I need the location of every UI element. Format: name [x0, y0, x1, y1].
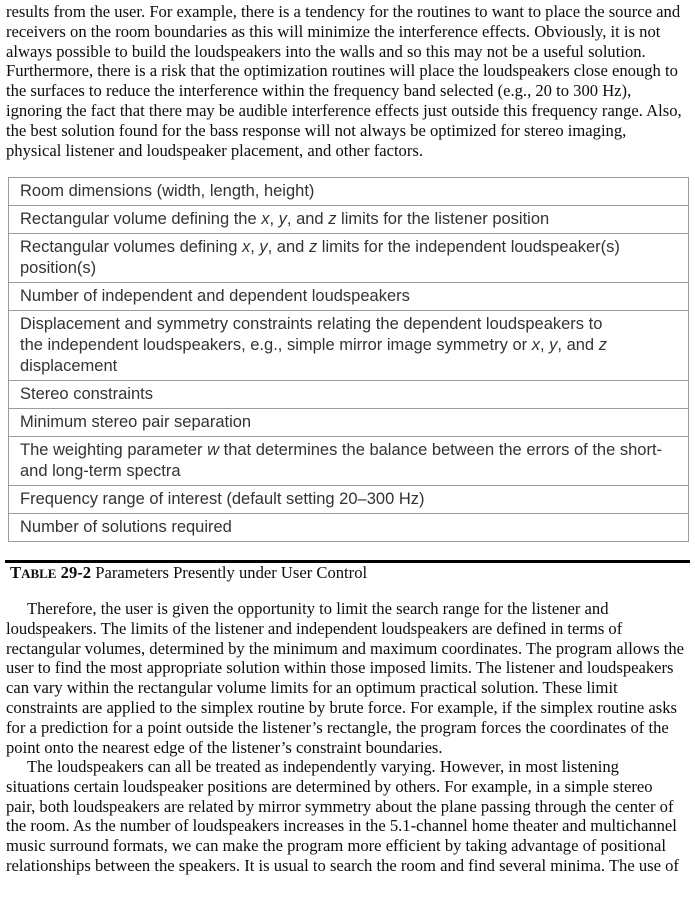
cell-line [20, 461, 680, 482]
cell-text: position(s) [20, 259, 97, 277]
body-paragraph [6, 599, 692, 757]
table-title: Parameters Presently under User Control [95, 563, 368, 582]
cell-text: The weighting parameter [20, 441, 208, 459]
text-line: Furthermore, there is a risk that the optimization routines will place the loudspeakers close enough to [6, 61, 678, 81]
variable-x: x [241, 238, 251, 256]
cell-line [20, 489, 680, 510]
variable-y: y [549, 336, 558, 354]
cell-line [20, 181, 680, 202]
cell-text: , [539, 336, 550, 354]
cell-text: , [269, 210, 279, 228]
body-paragraph [6, 2, 692, 160]
variable-y: y [278, 210, 287, 228]
cell-line [20, 384, 680, 405]
cell-text: that determines the balance between the errors of the short- [219, 441, 663, 459]
text-line: physical listener and loudspeaker placement, and other factors. [6, 140, 423, 160]
cell-text: Rectangular volumes defining [20, 238, 242, 256]
table-row [9, 514, 688, 542]
text-line: ignoring the fact that there may be audible interference effects just outside this frequency range. Also, [6, 100, 682, 120]
cell-line [20, 237, 680, 258]
table-row [9, 437, 688, 486]
cell-text: Room dimensions (width, length, height) [20, 182, 315, 200]
variable-z: z [328, 210, 337, 228]
text-line: the room. As the number of loudspeakers increases in the 5.1-channel home theater and multichannel [6, 816, 677, 836]
table-label: TABLE [10, 563, 57, 582]
variable-w: w [207, 441, 220, 459]
cell-text: Rectangular volume defining the [20, 210, 262, 228]
text-line: loudspeakers. The limits of the listener and independent loudspeakers are defined in terms of [6, 618, 623, 638]
parameter-table [8, 177, 689, 542]
table-row [9, 381, 688, 409]
text-line: rectangular volumes, determined by the minimum and maximum coordinates. The program allows the [6, 638, 685, 658]
cell-line [20, 258, 680, 279]
cell-text: displacement [20, 357, 118, 375]
cell-text: Frequency range of interest (default setting 20–300 Hz) [20, 490, 425, 508]
cell-line [20, 440, 680, 461]
cell-text: , and [557, 336, 599, 354]
variable-z: z [598, 336, 607, 354]
text-line: situations certain loudspeaker positions are determined by others. For example, in a simple stereo [6, 776, 653, 796]
cell-line [20, 335, 680, 356]
text-line: relationships between the speakers. It is usual to search the room and find several minima. The use of [6, 855, 679, 875]
table-row [9, 234, 688, 283]
cell-text: Stereo constraints [20, 385, 153, 403]
text-line: can vary within the rectangular volume limits for an optimum practical solution. These limit [6, 678, 618, 698]
text-line: music surround formats, we can make the program more efficient by taking advantage of positional [6, 836, 667, 856]
text-line: results from the user. For example, there is a tendency for the routines to want to place the source and [6, 2, 681, 21]
table-row [9, 283, 688, 311]
text-line: point onto the nearest edge of the listener’s constraint boundaries. [6, 737, 443, 757]
cell-line [20, 314, 680, 335]
cell-text: Number of solutions required [20, 518, 232, 536]
variable-z: z [308, 238, 318, 256]
cell-line [20, 356, 680, 377]
cell-text: Number of independent and dependent loudspeakers [20, 287, 410, 305]
cell-text: Displacement and symmetry constraints relating the dependent loudspeakers to [20, 315, 603, 333]
text-line: always possible to build the loudspeakers into the walls and so this may not be a useful solution. [6, 41, 646, 61]
table-row [9, 178, 688, 206]
table-row [9, 486, 688, 514]
text-line: for a prediction for a point outside the listener’s rectangle, the program forces the coordinates of the [6, 717, 669, 737]
body-paragraph [6, 757, 692, 876]
text-line: the best solution found for the bass response will not always be optimized for stereo imaging, [6, 120, 627, 140]
cell-text: Minimum stereo pair separation [20, 413, 252, 431]
text-line: receivers on the room boundaries as this will minimize the interference effects. Obviously, it is not [6, 21, 661, 41]
text-line: pair, both loudspeakers are related by mirror symmetry about the plane passing through the center of [6, 796, 674, 816]
cell-text: , [250, 238, 260, 256]
cell-text: limits for the listener position [336, 210, 550, 228]
text-line: constraints are applied to the simplex routine by brute force. For example, if the simplex routine asks [6, 697, 677, 717]
table-row [9, 206, 688, 234]
variable-y: y [259, 238, 268, 256]
table-caption [10, 563, 367, 584]
text-line: the surfaces to reduce the interference within the frequency band selected (e.g., 20 to 300 Hz), [6, 81, 632, 101]
cell-text: limits for the independent loudspeaker(s) [317, 238, 620, 256]
cell-text: , and [267, 238, 309, 256]
cell-line [20, 286, 680, 307]
variable-x: x [261, 210, 270, 228]
cell-text: and long-term spectra [20, 462, 181, 480]
cell-text: the independent loudspeakers, e.g., simple mirror image symmetry or [20, 336, 532, 354]
table-number: 29-2 [60, 563, 92, 582]
cell-line [20, 412, 680, 433]
table-row [9, 409, 688, 437]
cell-line [20, 209, 680, 230]
table-row [9, 311, 688, 381]
text-line: user to find the most appropriate solution within those imposed limits. The listener and loudspeakers [6, 658, 674, 678]
text-line: The loudspeakers can all be treated as independently varying. However, in most listening [27, 757, 619, 776]
variable-x: x [531, 336, 540, 354]
cell-line [20, 517, 680, 538]
cell-text: , and [286, 210, 329, 228]
text-line: Therefore, the user is given the opportunity to limit the search range for the listener and [27, 599, 609, 618]
